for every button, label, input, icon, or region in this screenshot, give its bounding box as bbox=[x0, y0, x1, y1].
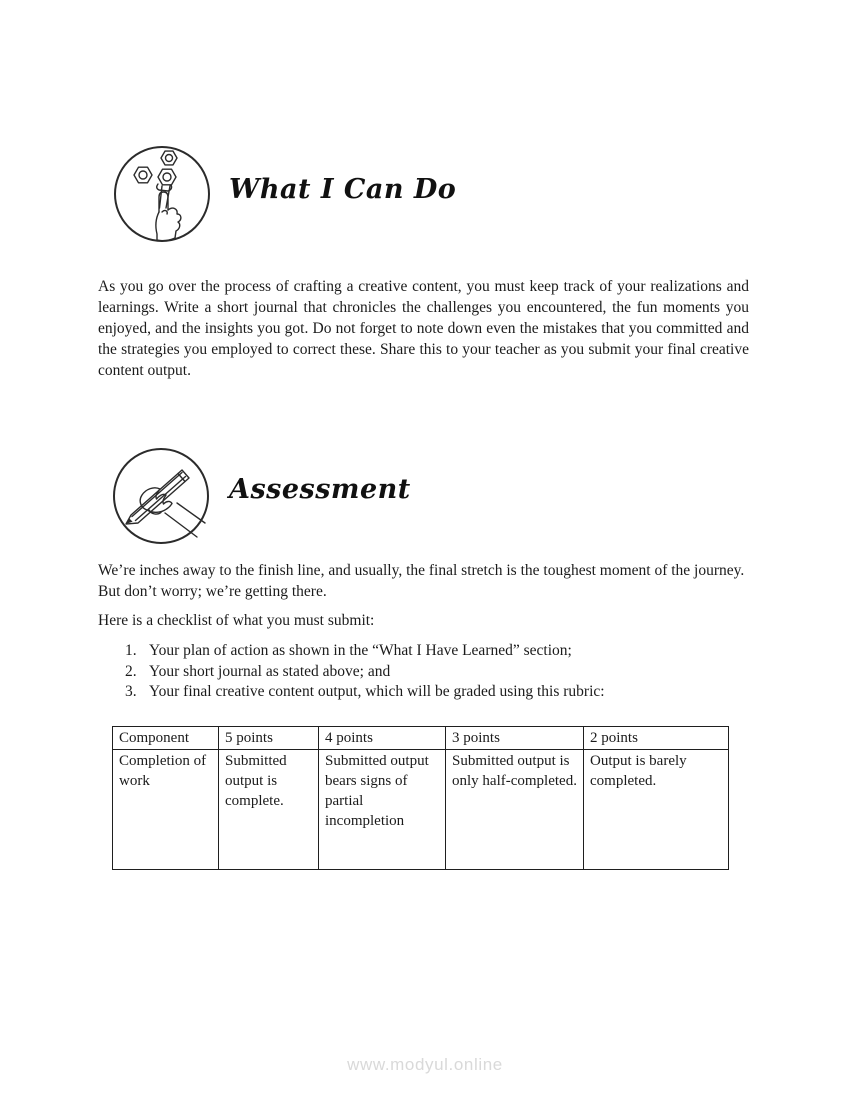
hand-writing-pencil-icon bbox=[111, 446, 211, 546]
rubric-header-5-points: 5 points bbox=[219, 727, 319, 750]
rubric-row-completion-of-work bbox=[113, 750, 729, 870]
hand-holding-wrench-icon bbox=[112, 144, 212, 244]
checklist-intro: Here is a checklist of what you must submit: bbox=[98, 612, 375, 629]
checklist-text: Your plan of action as shown in the “What I Have Learned” section; bbox=[149, 642, 572, 659]
assessment-paragraph: We’re inches away to the finish line, and usually, the final stretch is the toughest moment of the journey. But don’t worry; we’re getting there. bbox=[98, 562, 745, 600]
rubric-cell-4-points: Submitted output bears signs of partial incompletion bbox=[319, 750, 446, 870]
section-title-what-i-can-do: What I Can Do bbox=[229, 174, 457, 205]
submission-checklist bbox=[98, 641, 749, 703]
rubric-header-3-points: 3 points bbox=[446, 727, 584, 750]
section-title-assessment: Assessment bbox=[229, 474, 411, 505]
what-i-can-do-paragraph: As you go over the process of crafting a creative content, you must keep track of your realizations and learnings. Write a short journal that chronicles the challenges you encountered, the fun moments you enjoyed, and the insights you got. Do not forget to note down even the mistakes that you committed and the strategies you employed to correct these. Share this to your teacher as you submit your final creative content output. bbox=[98, 278, 749, 379]
rubric-cell-5-points: Submitted output is complete. bbox=[219, 750, 319, 870]
checklist-number: 3. bbox=[125, 683, 137, 700]
watermark-text: www.modyul.online bbox=[347, 1055, 503, 1074]
checklist-number: 2. bbox=[125, 662, 137, 680]
rubric-cell-2-points: Output is barely completed. bbox=[584, 750, 729, 870]
rubric-cell-component: Completion of work bbox=[113, 750, 219, 870]
checklist-text: Your short journal as stated above; and bbox=[149, 662, 391, 680]
checklist-item-1 bbox=[98, 641, 749, 662]
rubric-header-2-points: 2 points bbox=[584, 727, 729, 750]
checklist-item-2 bbox=[98, 662, 749, 683]
checklist-text: Your final creative content output, which will be graded using this rubric: bbox=[149, 683, 605, 700]
rubric-header-4-points: 4 points bbox=[319, 727, 446, 750]
checklist-item-3 bbox=[98, 682, 749, 703]
rubric-cell-3-points: Submitted output is only half-completed. bbox=[446, 750, 584, 870]
rubric-header-row bbox=[113, 727, 729, 750]
rubric-header-component: Component bbox=[113, 727, 219, 750]
rubric-table bbox=[112, 726, 729, 870]
checklist-number: 1. bbox=[125, 642, 137, 659]
